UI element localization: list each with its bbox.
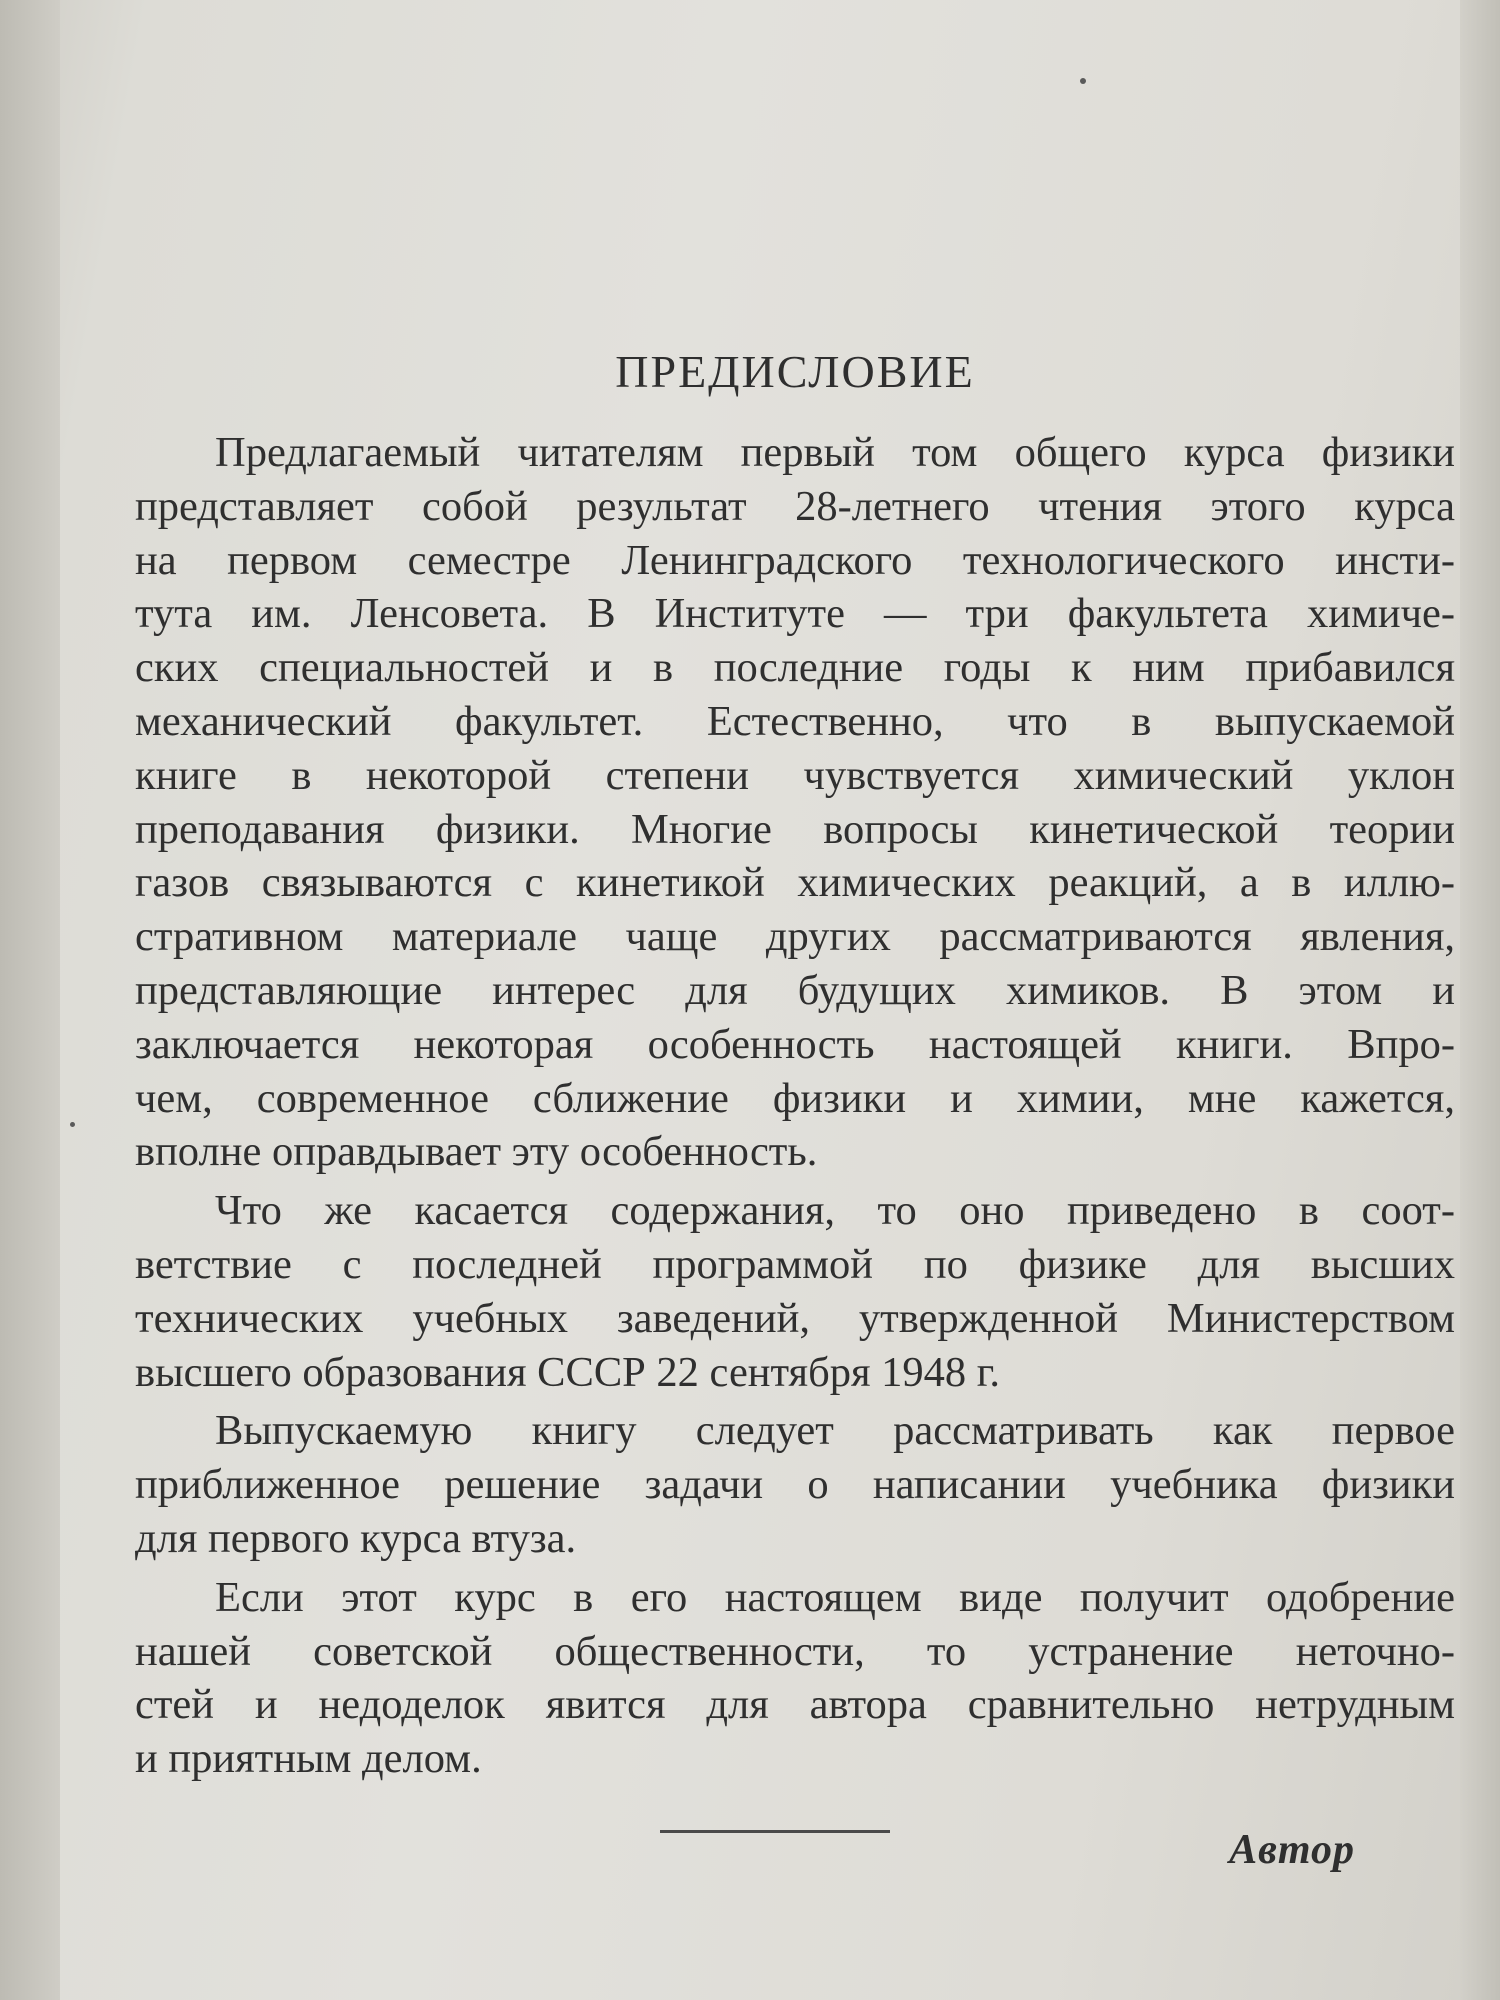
text-line: газов связываются с кинетикой химических реакций, а в иллю-	[135, 859, 1455, 907]
text-line: вполне оправдывает эту особенность.	[135, 1128, 818, 1176]
text-line: стративном материале чаще других рассматриваются явления,	[135, 913, 1455, 961]
end-rule	[660, 1830, 890, 1833]
ink-speck	[70, 1122, 75, 1127]
page-shadow-right	[1460, 0, 1500, 2000]
paragraph-4	[135, 1571, 1455, 1786]
text-line: Выпускаемую книгу следует рассматривать как первое	[215, 1407, 1455, 1455]
text-line: ветствие с последней программой по физике для высших	[135, 1240, 1455, 1288]
text-line: стей и недоделок явится для автора сравнительно нетрудным	[135, 1681, 1455, 1729]
text-line: ских специальностей и в последние годы к ним прибавился	[135, 644, 1455, 692]
text-line: книге в некоторой степени чувствуется химический уклон	[135, 751, 1455, 799]
page-shadow-left	[0, 0, 60, 2000]
paragraph-2	[135, 1184, 1455, 1399]
text-line: механический факультет. Естественно, что в выпускаемой	[135, 697, 1455, 745]
text-line: преподавания физики. Многие вопросы кинетической теории	[135, 805, 1455, 853]
text-line: и приятным делом.	[135, 1735, 482, 1783]
text-line: представляющие интерес для будущих химиков. В этом и	[135, 966, 1455, 1014]
text-line: Если этот курс в его настоящем виде получит одобрение	[215, 1573, 1455, 1621]
page-title: ПРЕДИСЛОВИЕ	[615, 346, 975, 397]
text-line: чем, современное сближение физики и химии, мне кажется,	[135, 1074, 1455, 1122]
text-line: Предлагаемый читателям первый том общего курса физики	[215, 429, 1455, 476]
text-line: для первого курса втуза.	[135, 1514, 577, 1562]
author-signature: Автор	[1229, 1826, 1355, 1873]
text-line: представляет собой результат 28-летнего чтения этого курса	[135, 482, 1455, 530]
preface-text	[135, 345, 1455, 1874]
text-line: высшего образования СССР 22 сентября 1948 г.	[135, 1348, 1001, 1396]
text-line: тута им. Ленсовета. В Институте — три факультета химиче-	[135, 590, 1455, 638]
text-line: заключается некоторая особенность настоящей книги. Впро-	[135, 1020, 1455, 1068]
ink-speck	[1080, 78, 1086, 84]
paragraph-1	[135, 426, 1455, 1179]
text-line: нашей советской общественности, то устранение неточно-	[135, 1627, 1455, 1675]
text-line: Что же касается содержания, то оно приведено в соот-	[215, 1187, 1455, 1235]
text-line: приближенное решение задачи о написании учебника физики	[135, 1461, 1455, 1509]
text-line: на первом семестре Ленинградского технологического инсти-	[135, 536, 1455, 584]
text-line: технических учебных заведений, утвержденной Министерством	[135, 1294, 1455, 1342]
paragraph-3	[135, 1404, 1455, 1565]
